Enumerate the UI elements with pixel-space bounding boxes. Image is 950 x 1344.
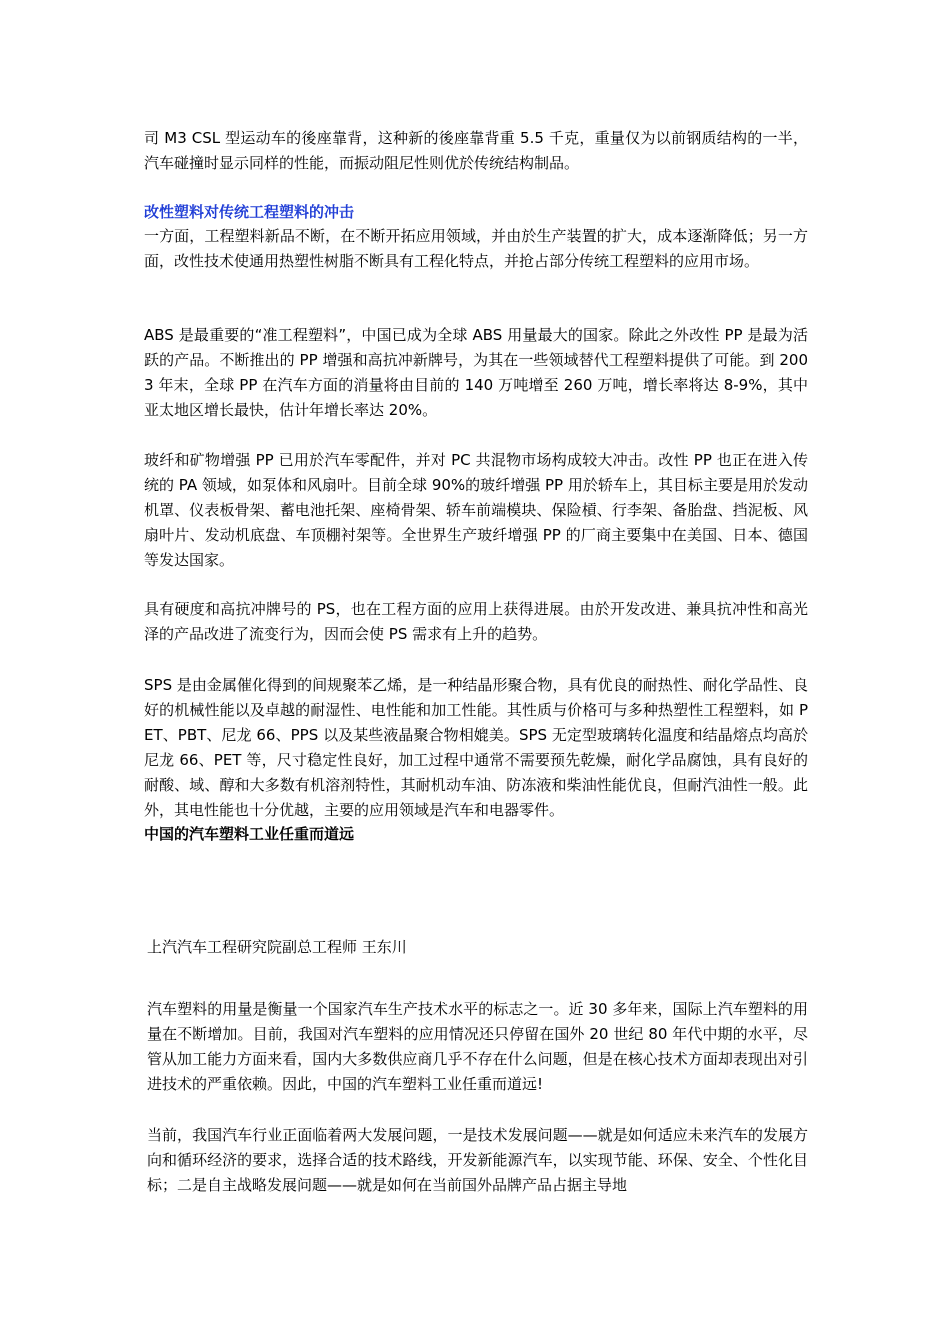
intro-paragraph: 司 M3 CSL 型运动车的後座靠背，这种新的後座靠背重 5.5 千克，重量仅为以前钢质结构的一半，汽车碰撞时显示同样的性能，而振动阻尼性则优於传统结构制品。 — [144, 129, 808, 172]
paragraph-sps: SPS 是由金属催化得到的间规聚苯乙烯，是一种结晶形聚合物，具有优良的耐热性、耐化学品性、良好的机械性能以及卓越的耐湿性、电性能和加工性能。其性质与价格可与多种热塑性工程塑料，如 PET、PBT、尼龙 66、PPS 以及某些液晶聚合物相媲美。SPS 无定型玻璃转化温度和结晶熔点均高於尼龙 66、PET 等，尺寸稳定性良好，加工过程中通常不需要预先乾燥，耐化学品腐蚀，具有良好的耐酸、域、醇和大多数有机溶剂特性，其耐机动车油、防冻液和柴油性能优良，但耐汽油性一般。此外，其电性能也十分优越，主要的应用领域是汽车和电器零件。 — [144, 676, 808, 819]
section-heading-china-auto-plastics: 中国的汽车塑料工业任重而道远 — [144, 825, 355, 843]
paragraph-glass-fiber-pp: 玻纤和矿物增强 PP 已用於汽车零配件，并对 PC 共混物市场构成较大冲击。改性 PP 也正在进入传统的 PA 领域，如泵体和风扇叶。目前全球 90%的玻纤增强 PP 用於轿车上，其目标主要是用於发动机罩、仪表板骨架、蓄电池托架、座椅骨架、轿车前端模块、保险槓、行李架、备胎盘、挡泥板、风扇叶片、发动机底盘、车顶棚衬架等。全世界生产玻纤增强 PP 的厂商主要集中在美国、日本、德国等发达国家。 — [144, 451, 808, 569]
paragraph-engineering-plastics: 一方面，工程塑料新品不断，在不断开拓应用领域，并由於生产装置的扩大，成本逐渐降低；另一方面，改性技术使通用热塑性树脂不断具有工程化特点，并抢占部分传统工程塑料的应用市场。 — [144, 227, 808, 270]
paragraph-ps: 具有硬度和高抗冲牌号的 PS，也在工程方面的应用上获得进展。由於开发改进、兼具抗冲性和高光泽的产品改进了流变行为，因而会使 PS 需求有上升的趋势。 — [144, 600, 808, 643]
paragraph-auto-plastics-usage: 汽车塑料的用量是衡量一个国家汽车生产技术水平的标志之一。近 30 多年来，国际上汽车塑料的用量在不断增加。目前，我国对汽车塑料的应用情况还只停留在国外 20 世纪 80 年代中期的水平，尽管从加工能力方面来看，国内大多数供应商几乎不存在什么问题，但是在核心技术方面却表现出对引进技术的严重依赖。因此，中国的汽车塑料工业任重而道远! — [147, 1000, 808, 1093]
paragraph-abs-pp: ABS 是最重要的“准工程塑料”，中国已成为全球 ABS 用量最大的国家。除此之外改性 PP 是最为活跃的产品。不断推出的 PP 增强和高抗冲新牌号，为其在一些领域替代工程塑料提供了可能。到 2003 年末，全球 PP 在汽车方面的消量将由目前的 140 万吨增至 260 万吨，增长率将达 8-9%，其中亚太地区增长最快，估计年增长率达 20%。 — [144, 326, 808, 419]
paragraph-industry-challenges: 当前，我国汽车行业正面临着两大发展问题，一是技术发展问题——就是如何适应未来汽车的发展方向和循环经济的要求，选择合适的技术路线，开发新能源汽车，以实现节能、环保、安全、个性化目标；二是自主战略发展问题——就是如何在当前国外品牌产品占据主导地 — [147, 1126, 808, 1194]
author-line: 上汽汽车工程研究院副总工程师 王东川 — [147, 938, 407, 956]
section-heading-modified-plastics: 改性塑料对传统工程塑料的冲击 — [144, 203, 355, 221]
